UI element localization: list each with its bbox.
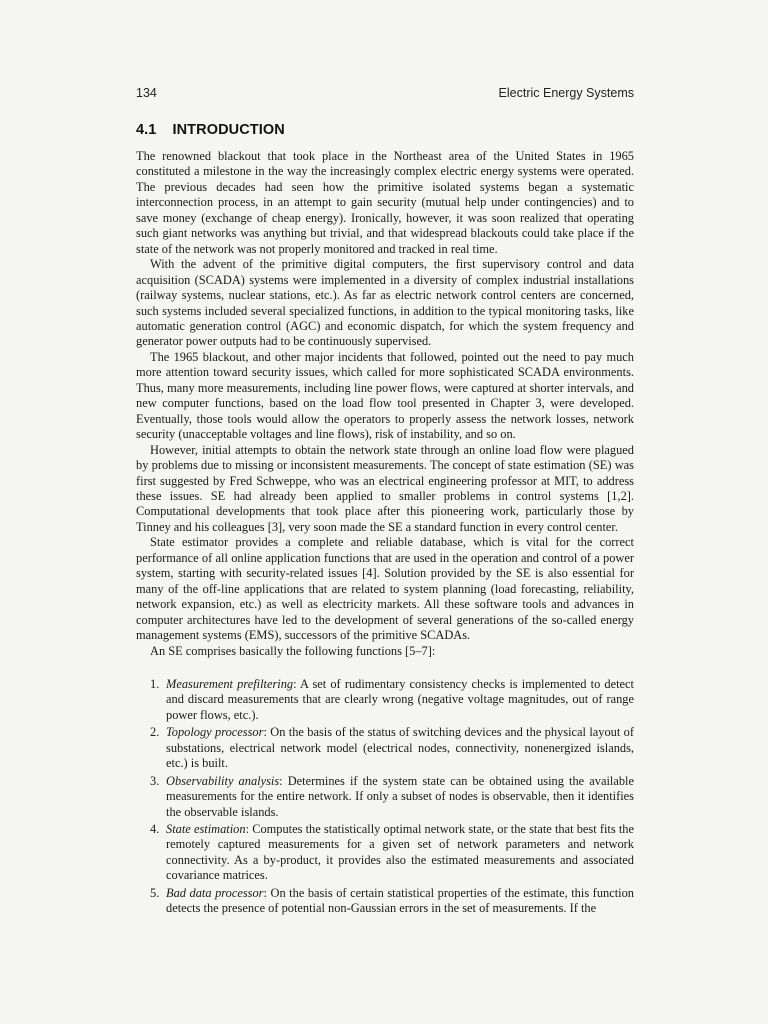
functions-list: [136, 677, 634, 917]
running-head: [136, 86, 634, 100]
book-title: Electric Energy Systems: [498, 86, 634, 100]
list-item: [136, 822, 634, 884]
list-item-term: State estimation: [166, 822, 246, 837]
list-item-description: : A set of rudimentary consistency checks is implemented to detect and discard measurements that are clearly wrong (negative voltage magnitudes, out of range power flows, etc.).: [166, 676, 634, 722]
list-item-description: : On the basis of the status of switching devices and the physical layout of substations, electrical network model (electrical nodes, connectivity, nonenergized islands, etc.) is built.: [166, 725, 634, 771]
paragraph: The renowned blackout that took place in the Northeast area of the United States in 1965 constituted a milestone in the way the increasingly complex electric energy systems were operated. The previous decades had seen how the primitive isolated systems began a systematic interconnection process, in an attempt to gain security (mutual help under contingencies) and to save money (exchange of cheap energy). Ironically, however, it was soon realized that operating such giant networks was anything but trivial, and that widespread blackouts could take place if the state of the network was not properly monitored and tracked in real time.: [136, 149, 634, 256]
list-item-number: 4.: [150, 822, 160, 837]
list-item-text: [166, 886, 634, 917]
list-item-number: 1.: [150, 676, 160, 691]
paragraph: State estimator provides a complete and reliable database, which is vital for the correct performance of all online application functions that are used in the operation and control of a power system, starting with security-related issues [4]. Solution provided by the SE is also essential for many of the off-line applications that are related to system planning (load forecasting, reliability, network expansion, etc.) as well as electricity markets. All these software tools and advances in computer architectures have led to the development of several generations of the so-called energy management systems (EMS), successors of the primitive SCADAs.: [136, 535, 634, 643]
list-item: [136, 725, 634, 771]
list-item-term: Measurement prefiltering: [166, 676, 294, 691]
paragraph: An SE comprises basically the following functions [5–7]:: [150, 643, 436, 658]
list-item: [136, 774, 634, 820]
paragraph: The 1965 blackout, and other major incidents that followed, pointed out the need to pay much more attention toward security issues, which called for more sophisticated SCADA environments. Thus, many more measurements, including line power flows, were captured at shorter intervals, and new computer functions, based on the load flow tool presented in Chapter 3, were developed. Eventually, those tools would allow the operators to properly assess the network losses, network security (unacceptable voltages and line flows), risk of instability, and so on.: [136, 349, 634, 442]
list-item-description: : On the basis of certain statistical properties of the estimate, this function detects the presence of potential non-Gaussian errors in the set of measurements. If the: [166, 885, 634, 916]
list-item-description: : Determines if the system state can be obtained using the available measurements for the entire network. If only a subset of nodes is observable, then it identifies the observable islands.: [166, 773, 634, 819]
list-item-term: Bad data processor: [166, 885, 264, 900]
section-title: INTRODUCTION: [172, 122, 285, 138]
list-item-text: [166, 677, 634, 723]
body-text: [136, 149, 634, 659]
list-item-text: [166, 774, 634, 820]
list-item-term: Observability analysis: [166, 773, 280, 788]
list-item-text: [166, 725, 634, 771]
document-page: [136, 86, 634, 919]
list-item-number: 2.: [150, 725, 160, 740]
section-number: 4.1: [136, 122, 157, 138]
paragraph: With the advent of the primitive digital computers, the first supervisory control and data acquisition (SCADA) systems were implemented in a diversity of complex industrial installations (railway systems, nuclear stations, etc.). As far as electric network control centers are concerned, such systems included several specialized functions, in addition to the typical monitoring tasks, like automatic generation control (AGC) and economic dispatch, for which the system frequency and generator power outputs had to be continuously supervised.: [136, 257, 634, 349]
list-item-number: 5.: [150, 885, 160, 900]
paragraph: However, initial attempts to obtain the network state through an online load flow were plagued by problems due to missing or inconsistent measurements. The concept of state estimation (SE) was first suggested by Fred Schweppe, who was an electrical engineering professor at MIT, to address these issues. SE had already been applied to smaller problems in control systems [1,2]. Computational developments that took place after this pioneering work, particularly those by Tinney and his colleagues [3], very soon made the SE a standard function in every control center.: [136, 442, 634, 534]
section-heading: [136, 122, 634, 138]
list-item-description: : Computes the statistically optimal network state, or the state that best fits the remotely captured measurements for a given set of network parameters and network connectivity. As a by-product, it provides also the estimated measurements and associated covariance matrices.: [166, 822, 634, 883]
list-item: [136, 886, 634, 917]
page-number: 134: [136, 86, 157, 100]
list-item: [136, 677, 634, 723]
list-item-number: 3.: [150, 773, 160, 788]
list-item-text: [166, 822, 634, 884]
list-item-term: Topology processor: [166, 725, 264, 740]
